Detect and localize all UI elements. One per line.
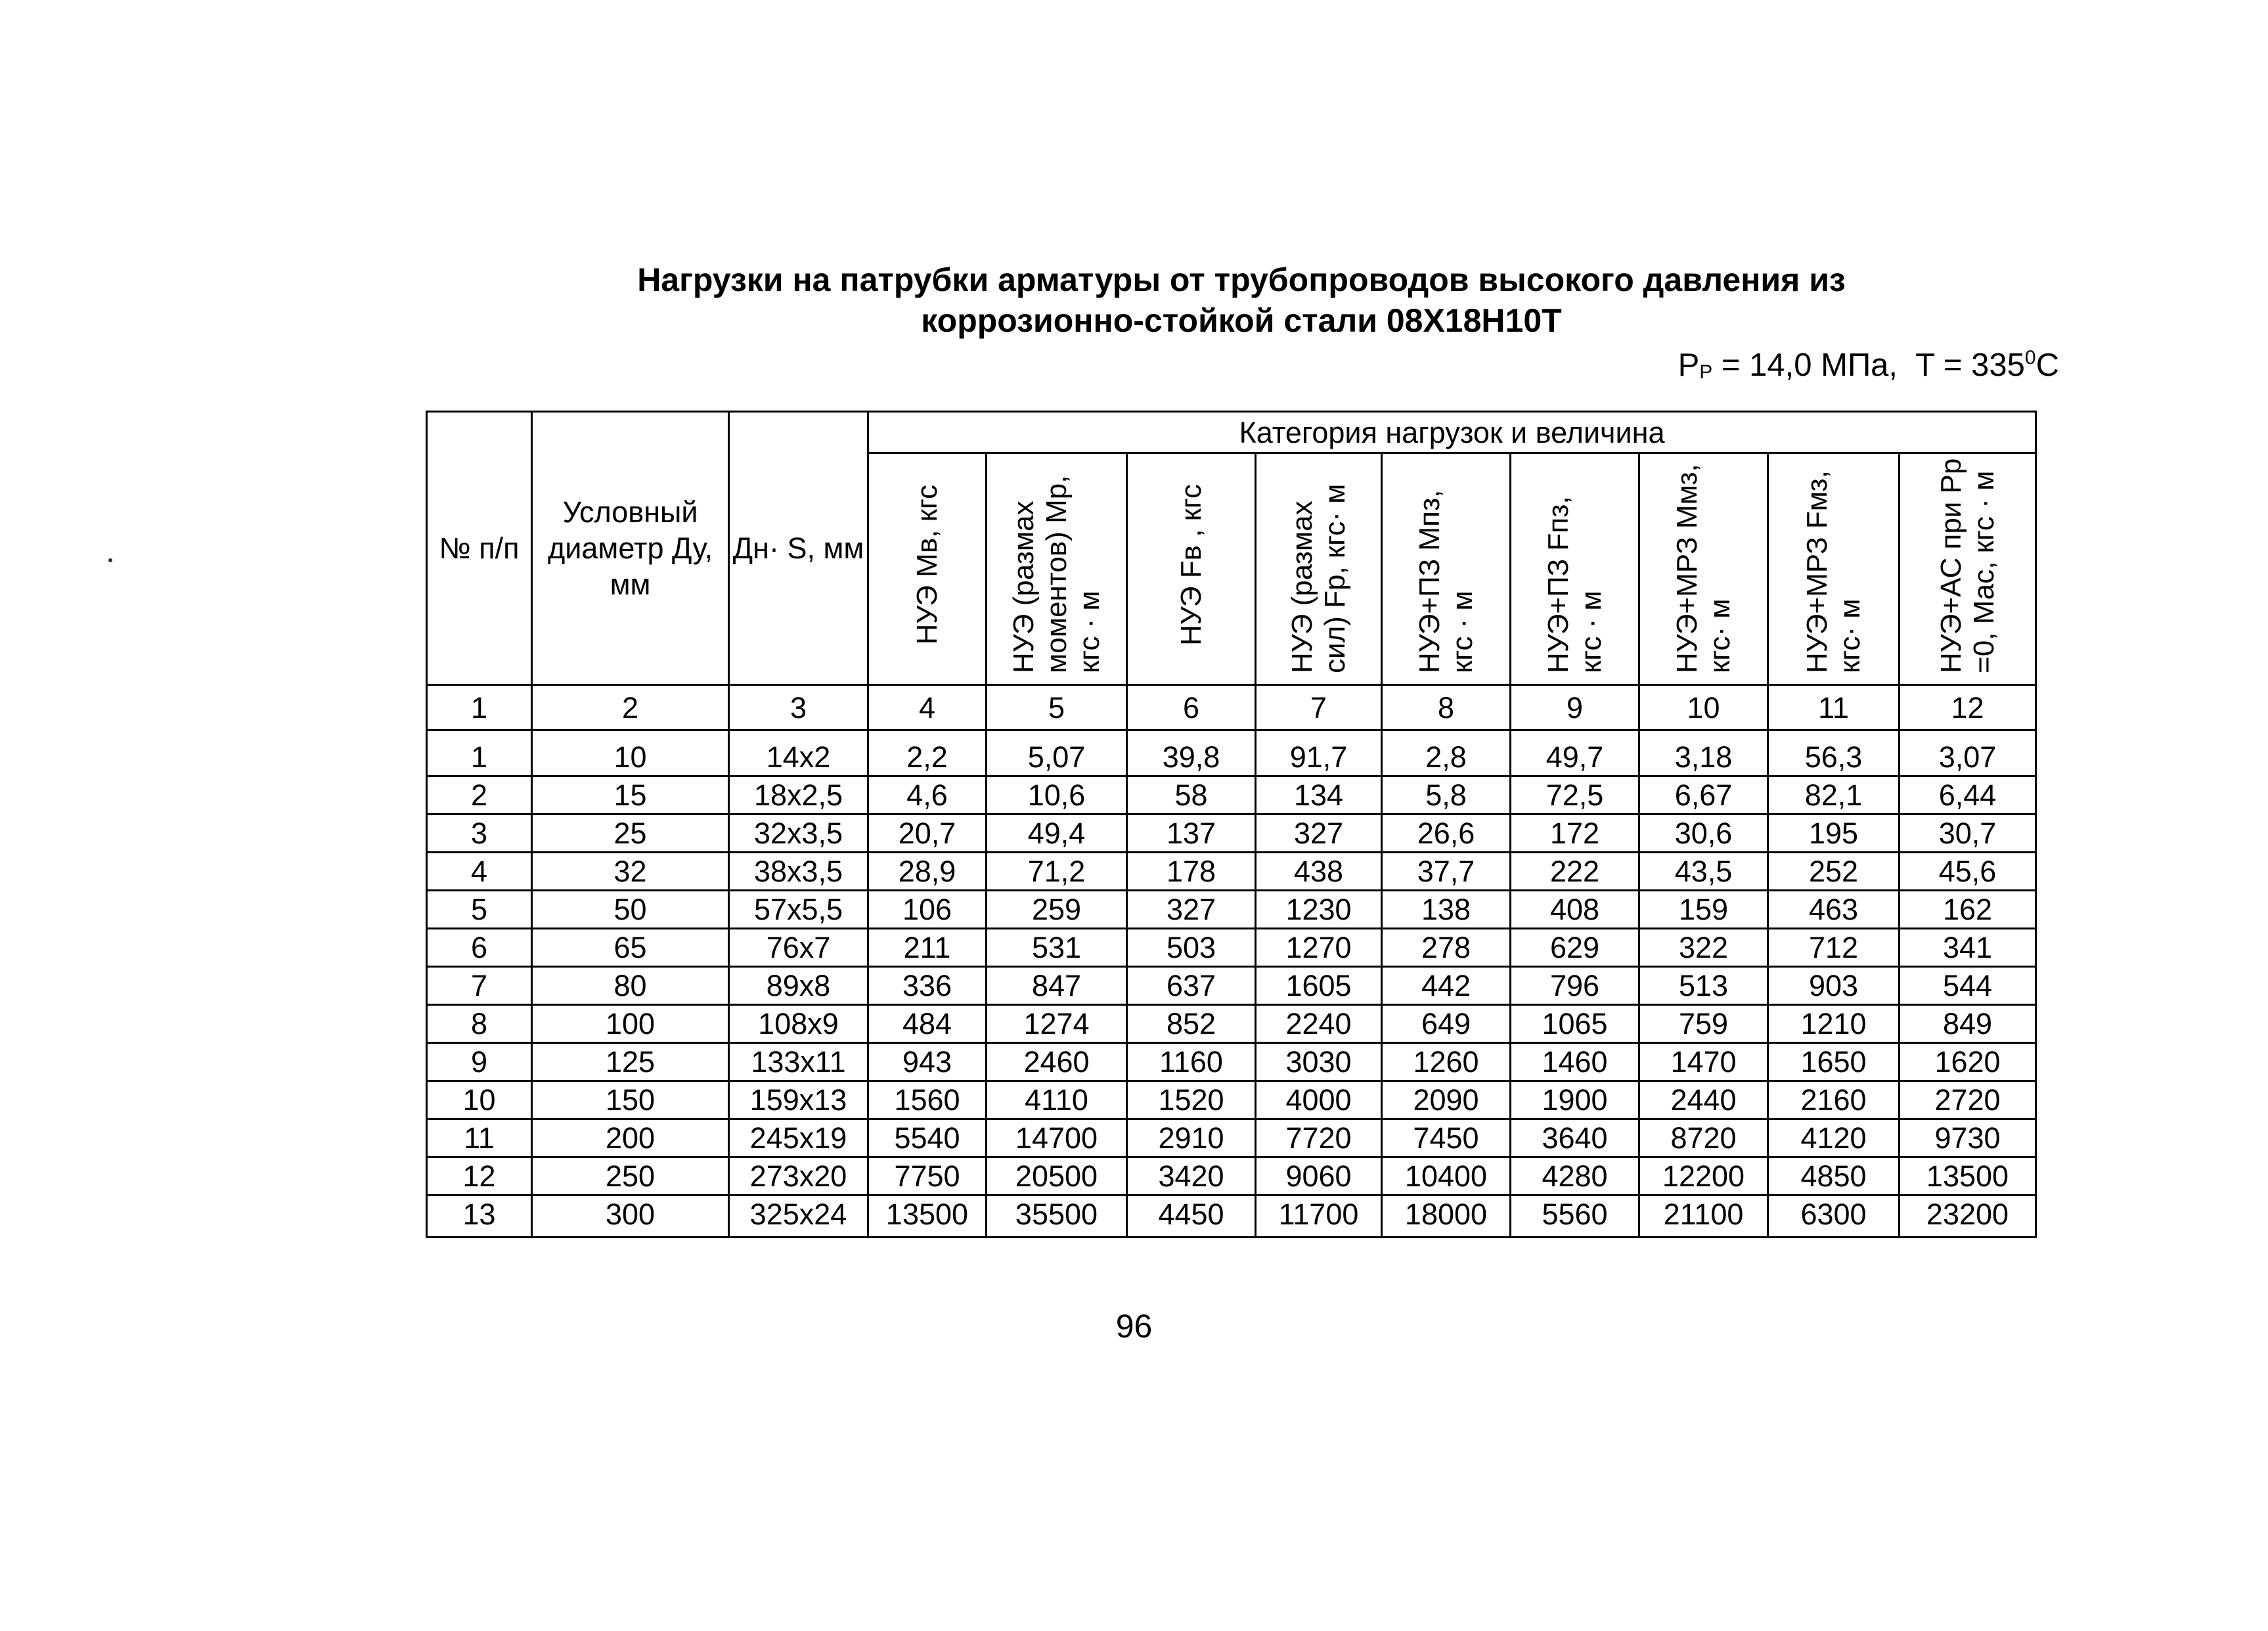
table-cell: 6,67 [1639,776,1768,815]
table-cell: 1605 [1256,967,1382,1005]
header-load-category: Категория нагрузок и величина [868,412,2036,453]
table-cell: 4850 [1768,1157,1900,1195]
table-cell: 49,4 [987,815,1127,853]
title-line-1: Нагрузки на патрубки арматуры от трубопроводов высокого давления из [637,261,1846,298]
table-cell: 5,8 [1382,776,1511,815]
table-cell: 1260 [1382,1043,1511,1081]
table-cell: 2 [427,776,532,815]
table-cell: 100 [532,1005,729,1043]
document-title [420,259,2062,341]
column-number-cell: 8 [1382,685,1511,730]
table-cell: 341 [1900,929,2036,967]
table-cell: 1460 [1511,1043,1639,1081]
table-cell: 7 [427,967,532,1005]
table-cell: 2,8 [1382,730,1511,776]
table-cell: 32 [532,853,729,891]
table-cell: 4,6 [868,776,987,815]
header-load-col-7-label: НУЭ (размах сил) Fр, кгс· м [1285,483,1351,673]
header-load-col-10 [1639,453,1768,685]
header-load-col-4 [868,453,987,685]
table-cell: 71,2 [987,853,1127,891]
table-cell: 8 [427,1005,532,1043]
table-cell: 408 [1511,891,1639,929]
header-nominal-diameter: Условный диаметр Ду, мм [532,412,729,685]
table-cell: 2160 [1768,1081,1900,1119]
table-cell: 25 [532,815,729,853]
table-cell: 106 [868,891,987,929]
table-cell: 30,6 [1639,815,1768,853]
table-cell: 259 [987,891,1127,929]
table-cell: 1230 [1256,891,1382,929]
table-row [427,929,2036,967]
table-row [427,1195,2036,1238]
column-number-cell: 1 [427,685,532,730]
table-cell: 1 [427,730,532,776]
table-cell: 89x8 [729,967,868,1005]
table-cell: 5560 [1511,1195,1639,1238]
page-number: 96 [1115,1308,1153,1345]
table-row [427,1157,2036,1195]
table-cell: 26,6 [1382,815,1511,853]
table-cell: 10 [427,1081,532,1119]
table-cell: 8720 [1639,1119,1768,1157]
table-cell: 943 [868,1043,987,1081]
table-cell: 3,18 [1639,730,1768,776]
header-load-col-5-label: НУЭ (размах моментов) Мр, кгс · м [1007,475,1105,673]
table-cell: 327 [1256,815,1382,853]
table-cell: 4120 [1768,1119,1900,1157]
header-load-col-5 [987,453,1127,685]
table-cell: 10,6 [987,776,1127,815]
table-cell: 23200 [1900,1195,2036,1238]
header-load-col-12 [1900,453,2036,685]
table-cell: 76x7 [729,929,868,967]
table-cell: 5540 [868,1119,987,1157]
table-body [427,730,2036,1238]
table-cell: 513 [1639,967,1768,1005]
table-cell: 2440 [1639,1081,1768,1119]
table-cell: 9730 [1900,1119,2036,1157]
table-cell: 1470 [1639,1043,1768,1081]
table-cell: 3030 [1256,1043,1382,1081]
table-cell: 12 [427,1157,532,1195]
table-cell: 1065 [1511,1005,1639,1043]
table-cell: 849 [1900,1005,2036,1043]
table-cell: 3,07 [1900,730,2036,776]
table-cell: 65 [532,929,729,967]
column-number-cell: 12 [1900,685,2036,730]
table-cell: 1900 [1511,1081,1639,1119]
table-cell: 300 [532,1195,729,1238]
temperature-degree: 0 [2024,347,2036,369]
pressure-symbol: P [1678,347,1700,383]
table-cell: 2460 [987,1043,1127,1081]
table-cell: 7750 [868,1157,987,1195]
header-load-col-4-label: НУЭ Мв, кгс [910,485,943,645]
table-cell: 108x9 [729,1005,868,1043]
table-cell: 903 [1768,967,1900,1005]
table-cell: 134 [1256,776,1382,815]
table-cell: 463 [1768,891,1900,929]
table-cell: 138 [1382,891,1511,929]
table-cell: 1270 [1256,929,1382,967]
table-cell: 20500 [987,1157,1127,1195]
table-row [427,891,2036,929]
table-cell: 759 [1639,1005,1768,1043]
table-cell: 4 [427,853,532,891]
table-row [427,776,2036,815]
table-cell: 3420 [1127,1157,1256,1195]
column-number-cell: 5 [987,685,1127,730]
table-cell: 12200 [1639,1157,1768,1195]
header-load-col-10-label: НУЭ+МРЗ Ммз, кгс· м [1670,464,1736,673]
table-cell: 6 [427,929,532,967]
header-load-col-7 [1256,453,1382,685]
table-cell: 57x5,5 [729,891,868,929]
table-cell: 4280 [1511,1157,1639,1195]
table-cell: 13500 [868,1195,987,1238]
table-cell: 10400 [1382,1157,1511,1195]
table-cell: 712 [1768,929,1900,967]
table-cell: 21100 [1639,1195,1768,1238]
table-cell: 6,44 [1900,776,2036,815]
table-cell: 442 [1382,967,1511,1005]
table-cell: 150 [532,1081,729,1119]
table-cell: 133x11 [729,1043,868,1081]
table-cell: 45,6 [1900,853,2036,891]
column-number-cell: 6 [1127,685,1256,730]
header-load-col-8-label: НУЭ+ПЗ Мпз, кгс · м [1413,489,1479,673]
table-cell: 159x13 [729,1081,868,1119]
table-cell: 7720 [1256,1119,1382,1157]
header-load-col-11 [1768,453,1900,685]
table-row [427,853,2036,891]
table-cell: 137 [1127,815,1256,853]
table-cell: 32x3,5 [729,815,868,853]
table-cell: 82,1 [1768,776,1900,815]
table-cell: 4450 [1127,1195,1256,1238]
table-cell: 125 [532,1043,729,1081]
table-cell: 649 [1382,1005,1511,1043]
title-line-2: коррозионно-стойкой стали 08Х18Н10Т [921,302,1562,339]
table-cell: 39,8 [1127,730,1256,776]
table-cell: 9 [427,1043,532,1081]
table-cell: 72,5 [1511,776,1639,815]
table-cell: 7450 [1382,1119,1511,1157]
table-cell: 1160 [1127,1043,1256,1081]
table-cell: 531 [987,929,1127,967]
table-cell: 2,2 [868,730,987,776]
temperature-value: T = 335 [1915,347,2025,383]
header-load-col-6-label: НУЭ Fв , кгс [1174,484,1207,646]
table-cell: 2090 [1382,1081,1511,1119]
design-parameters [1678,347,2059,384]
table-cell: 484 [868,1005,987,1043]
table-cell: 325x24 [729,1195,868,1238]
table-cell: 159 [1639,891,1768,929]
table-cell: 4110 [987,1081,1127,1119]
table-cell: 637 [1127,967,1256,1005]
table-cell: 273x20 [729,1157,868,1195]
table-cell: 18x2,5 [729,776,868,815]
table-row [427,1119,2036,1157]
table-cell: 503 [1127,929,1256,967]
table-cell: 28,9 [868,853,987,891]
pressure-subscript: Р [1699,361,1713,383]
table-cell: 1620 [1900,1043,2036,1081]
table-cell: 49,7 [1511,730,1639,776]
table-cell: 2720 [1900,1081,2036,1119]
table-cell: 1560 [868,1081,987,1119]
table-cell: 4000 [1256,1081,1382,1119]
table-cell: 629 [1511,929,1639,967]
table-cell: 200 [532,1119,729,1157]
table-cell: 6300 [1768,1195,1900,1238]
table-cell: 852 [1127,1005,1256,1043]
table-cell: 11 [427,1119,532,1157]
table-cell: 2910 [1127,1119,1256,1157]
table-row [427,815,2036,853]
table-cell: 252 [1768,853,1900,891]
table-cell: 13500 [1900,1157,2036,1195]
table-row [427,1081,2036,1119]
table-row [427,967,2036,1005]
header-load-col-9-label: НУЭ+ПЗ Fпз, кгс · м [1542,496,1607,673]
table-cell: 1274 [987,1005,1127,1043]
table-cell: 38x3,5 [729,853,868,891]
table-cell: 796 [1511,967,1639,1005]
table-cell: 43,5 [1639,853,1768,891]
header-row-number: № п/п [427,412,532,685]
column-number-cell: 2 [532,685,729,730]
table-cell: 14700 [987,1119,1127,1157]
table-cell: 245x19 [729,1119,868,1157]
header-load-col-11-label: НУЭ+МРЗ Fмз, кгс· м [1800,470,1866,673]
table-cell: 1210 [1768,1005,1900,1043]
table-cell: 14x2 [729,730,868,776]
table-row [427,1043,2036,1081]
column-number-cell: 11 [1768,685,1900,730]
table-cell: 9060 [1256,1157,1382,1195]
table-cell: 222 [1511,853,1639,891]
table-cell: 250 [532,1157,729,1195]
table-cell: 5,07 [987,730,1127,776]
table-cell: 18000 [1382,1195,1511,1238]
table-cell: 162 [1900,891,2036,929]
table-cell: 91,7 [1256,730,1382,776]
table-cell: 195 [1768,815,1900,853]
column-number-cell: 10 [1639,685,1768,730]
table-cell: 80 [532,967,729,1005]
column-number-row [427,685,2036,730]
header-load-col-8 [1382,453,1511,685]
header-load-col-12-label: НУЭ+АС при Рр =0, Мас, кгс · м [1934,458,2000,673]
column-number-cell: 7 [1256,685,1382,730]
table-cell: 10 [532,730,729,776]
column-number-cell: 3 [729,685,868,730]
table-cell: 30,7 [1900,815,2036,853]
table-cell: 13 [427,1195,532,1238]
loads-table [426,411,2037,1238]
table-cell: 211 [868,929,987,967]
table-row [427,730,2036,776]
table-cell: 322 [1639,929,1768,967]
table-cell: 3 [427,815,532,853]
table-cell: 50 [532,891,729,929]
table-cell: 438 [1256,853,1382,891]
table-cell: 37,7 [1382,853,1511,891]
table-cell: 2240 [1256,1005,1382,1043]
table-cell: 1650 [1768,1043,1900,1081]
header-load-col-6 [1127,453,1256,685]
table-cell: 327 [1127,891,1256,929]
header-outer-diameter-wall: Дн· S, мм [729,412,868,685]
header-load-col-9 [1511,453,1639,685]
table-cell: 3640 [1511,1119,1639,1157]
table-cell: 278 [1382,929,1511,967]
table-cell: 56,3 [1768,730,1900,776]
table-cell: 5 [427,891,532,929]
table-cell: 58 [1127,776,1256,815]
table-cell: 20,7 [868,815,987,853]
table-cell: 35500 [987,1195,1127,1238]
table-cell: 544 [1900,967,2036,1005]
table-cell: 172 [1511,815,1639,853]
pressure-value: = 14,0 МПа, [1712,347,1898,383]
table-cell: 847 [987,967,1127,1005]
table-cell: 11700 [1256,1195,1382,1238]
table-cell: 178 [1127,853,1256,891]
column-number-cell: 9 [1511,685,1639,730]
temperature-unit: С [2035,347,2059,383]
table-cell: 336 [868,967,987,1005]
table-row [427,1005,2036,1043]
column-number-cell: 4 [868,685,987,730]
table-cell: 1520 [1127,1081,1256,1119]
scan-speck [108,558,112,562]
table-cell: 15 [532,776,729,815]
